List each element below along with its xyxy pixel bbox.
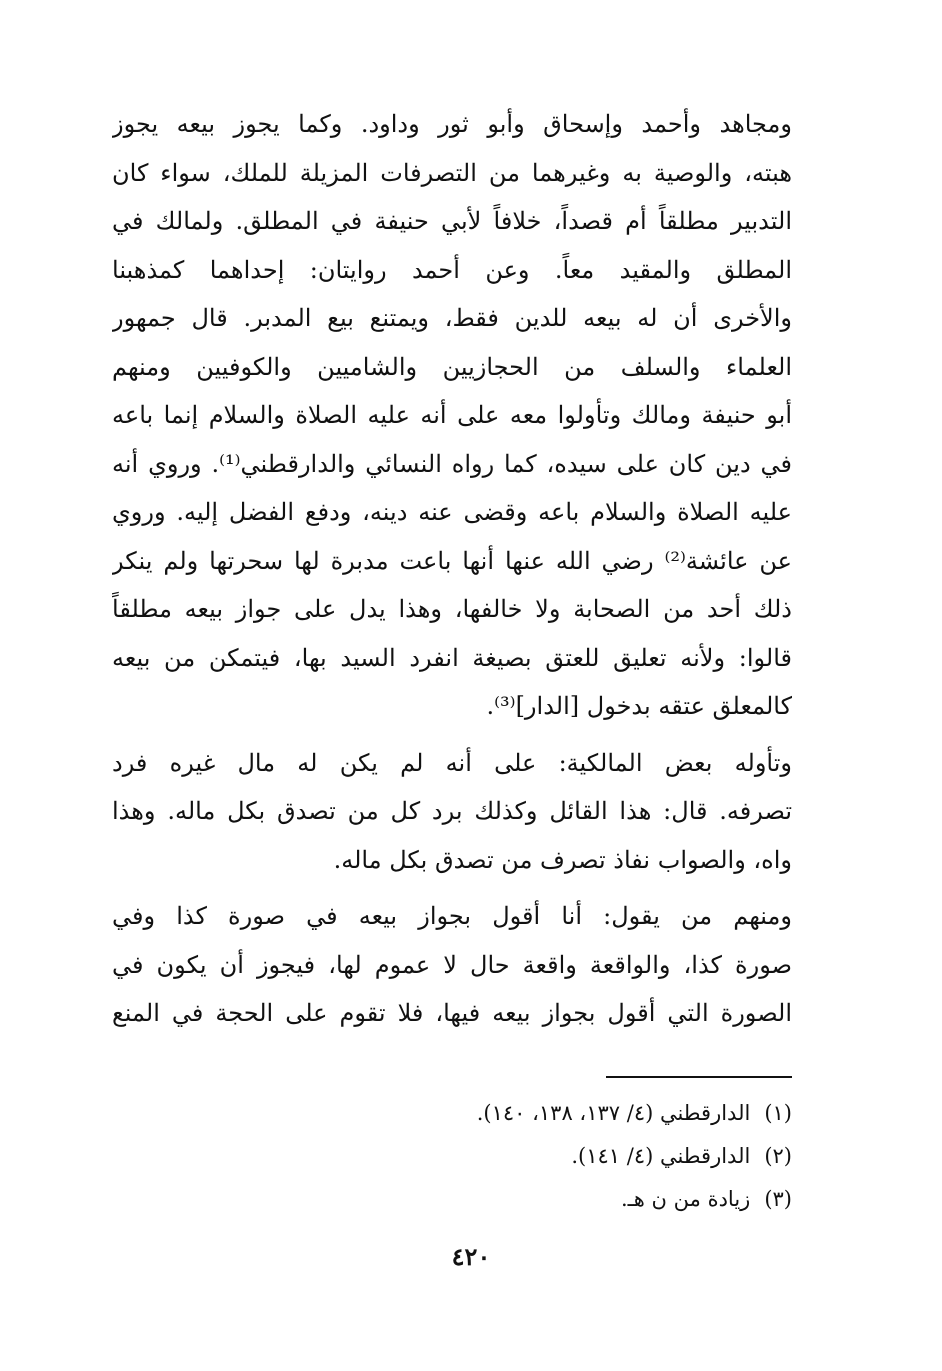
footnote-number: (٢) [764,1144,792,1168]
text-line: صورة كذا، والواقعة واقعة حال لا عموم لها، فيجوز أن يكون في [112,950,792,979]
text-line: ومنهم من يقول: أنا أقول بجواز بيعه في صورة كذا وفي [112,902,792,930]
text-line: عليه الصلاة والسلام باعه وقضى عنه دينه، ودفع الفضل إليه. وروي [112,498,792,526]
text-line: كالمعلق عتقه بدخول [الدار]⁽³⁾. [486,692,792,720]
page-number: ٤٢٠ [451,1242,491,1271]
text-line: قالوا: ولأنه تعليق للعتق بصيغة انفرد السيد بها، فيتمكن من بيعه [112,643,792,672]
text-line: تصرفه. قال: هذا القائل وكذلك برد كل من تصدق بكل ماله. وهذا [112,797,792,825]
footnote-number: (١) [764,1101,792,1125]
text-line: العلماء والسلف من الحجازيين والشاميين والكوفيين ومنهم [112,352,792,381]
text-line: المطلق والمقيد معاً. وعن أحمد روايتان: إحداهما كمذهبنا [112,255,792,284]
main-text [112,100,792,1038]
text-line: وتأوله بعض المالكية: على أنه لم يكن له مال غيره فرد [112,748,792,777]
paragraph-gap [112,731,792,739]
text-line: أبو حنيفة ومالك وتأولوا معه على أنه عليه الصلاة والسلام إنما باعه [112,401,792,429]
footnote-item [300,1178,792,1221]
footnote-divider [606,1076,792,1078]
text-line: عن عائشة⁽²⁾ رضي الله عنها أنها باعت مدبرة لها سحرتها ولم ينكر [112,546,792,575]
footnote-number: (٣) [764,1187,792,1211]
footnote-text: زيادة من ن هـ. [620,1187,751,1211]
footnote-item [300,1092,792,1135]
text-line: التدبير مطلقاً أم قصداً، خلافاً لأبي حنيفة في المطلق. ولمالك في [112,207,792,235]
footnotes [300,1092,792,1221]
footnote-item [300,1135,792,1178]
text-line: هبته، والوصية به وغيرهما من التصرفات المزيلة للملك، سواء كان [112,158,792,187]
text-line: واه، والصواب نفاذ تصرف من تصدق بكل ماله. [333,845,792,874]
text-line: ومجاهد وأحمد وإسحاق وأبو ثور وداود. وكما يجوز بيعه يجوز [112,110,792,138]
text-line: ذلك أحد من الصحابة ولا خالفها، وهذا يدل على جواز بيعه مطلقاً [112,595,792,623]
text-line: الصورة التي أقول بجواز بيعه فيها، فلا تقوم على الحجة في المنع [112,999,792,1027]
text-line: في دين كان على سيده، كما رواه النسائي والدارقطني⁽¹⁾. وروي أنه [112,449,792,478]
paragraph-gap [112,884,792,892]
footnote-text: الدارقطني (٤/ ١٤١). [571,1144,751,1168]
text-line: والأخرى أن له بيعه للدين فقط، ويمتنع بيع المدبر. قال جمهور [112,304,792,332]
footnote-text: الدارقطني (٤/ ١٣٧، ١٣٨، ١٤٠). [476,1101,751,1125]
